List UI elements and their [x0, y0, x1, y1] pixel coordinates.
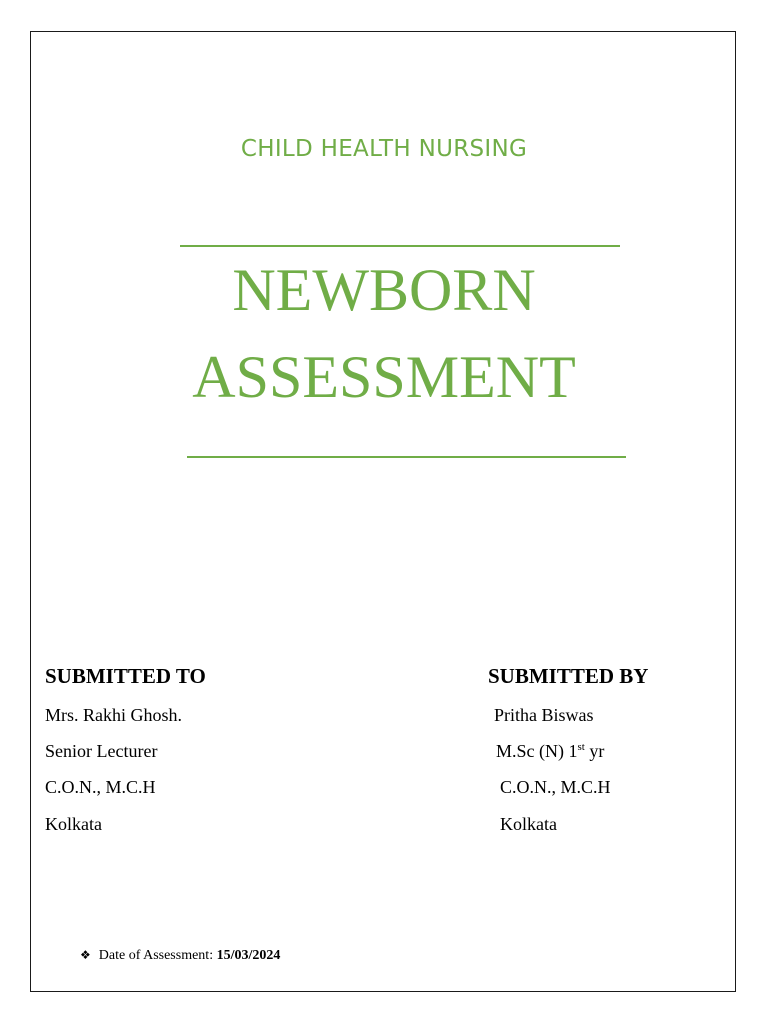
submitted-to-heading: SUBMITTED TO [45, 664, 206, 688]
submitted-by-heading: SUBMITTED BY [488, 664, 649, 688]
submitted-by-city: Kolkata [500, 814, 557, 834]
course-suffix: yr [584, 741, 605, 761]
submitted-by-name: Pritha Biswas [494, 705, 594, 725]
bottom-divider [187, 456, 626, 458]
course-superscript: st [577, 741, 585, 753]
submitted-by-course [496, 741, 604, 762]
subject-heading: CHILD HEALTH NURSING [240, 136, 528, 162]
course-prefix: M.Sc (N) 1 [496, 741, 578, 761]
date-label: Date of Assessment: [98, 948, 214, 963]
submitted-to-city: Kolkata [45, 814, 102, 834]
top-divider [180, 245, 620, 247]
page-border [30, 31, 736, 992]
submitted-to-institution: C.O.N., M.C.H [45, 777, 156, 797]
document-title-line-2: ASSESSMENT [192, 344, 576, 410]
date-value: 15/03/2024 [216, 948, 281, 963]
submitted-to-designation: Senior Lecturer [45, 741, 158, 761]
submitted-by-institution: C.O.N., M.C.H [500, 777, 611, 797]
date-of-assessment [80, 948, 280, 964]
diamond-bullet-icon: ❖ [80, 948, 91, 962]
document-title-line-1: NEWBORN [232, 257, 536, 323]
submitted-to-name: Mrs. Rakhi Ghosh. [45, 705, 183, 725]
